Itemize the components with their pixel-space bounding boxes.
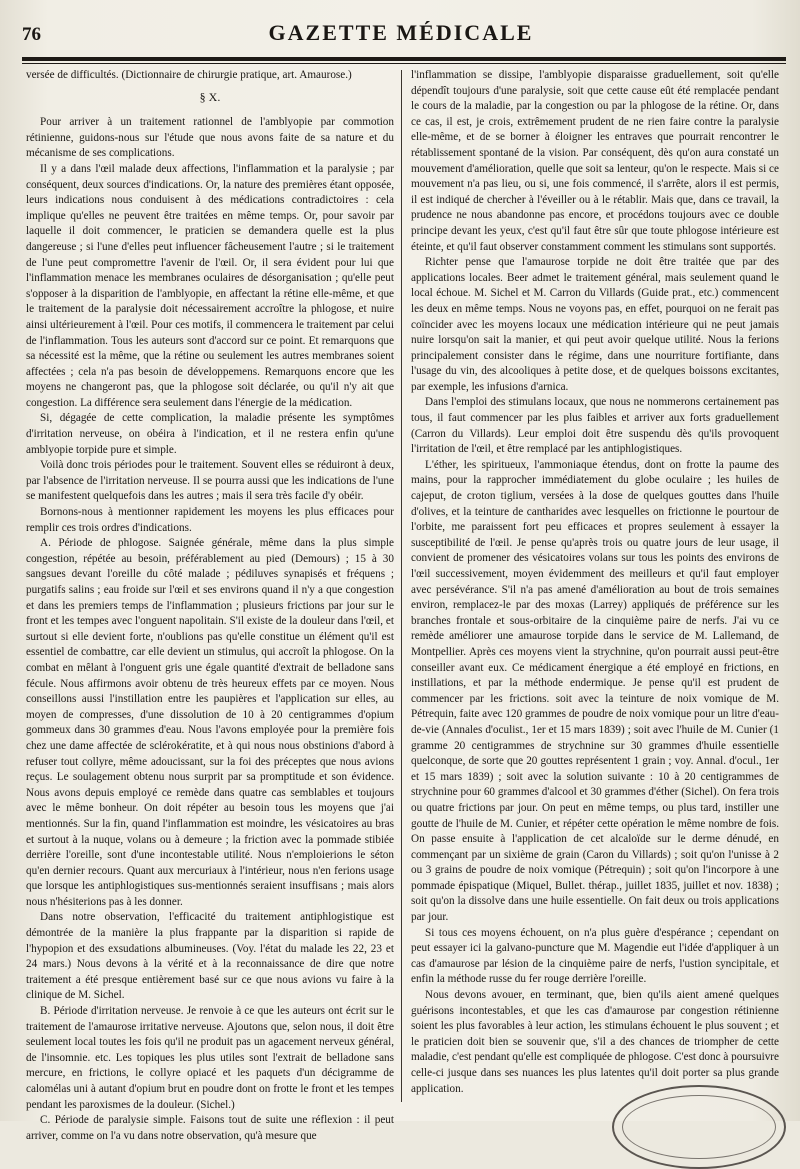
masthead-title: GAZETTE MÉDICALE <box>268 20 534 45</box>
paragraph: B. Période d'irritation nerveuse. Je renvoie à ce que les auteurs ont écrit sur le traitement de l'amaurose irritative nerveuse. Ajoutons que, selon nous, il doit être seulement local toutes les fois qu'il ne produit pas un agacement nerveux général, de l'insomnie. etc. Les topiques les plus utiles sont l'extrait de belladone sans mercure, en frictions, le collyre opiacé et les paquets d'un décigramme de calomélas uni à autant d'opium brut en poudre dont on frotte le front et les tempes pendant les paroxismes de la douleur. (Sichel.) <box>26 1005 394 1111</box>
section-heading: § X. <box>199 89 221 104</box>
paragraph: A. Période de phlogose. Saignée générale, même dans la plus simple congestion, répétée au besoin, préférablement au pied (Demours) ; 15 à 30 sangsues devant l'oreille du côté malade ; pédiluves synapisés et fréquens ; purgatifs salins ; eau froide sur l'œil et ses environs quand il n'y a que congestion et dans les premiers temps de l'inflammation ; plusieurs frictions par jour sur le front et les tempes avec l'onguent napolitain. S'il existe de la douleur dans l'œil, et surtout si elle devient forte, n'oublions pas qu'elle constitue un élément qu'il est essentiel de combattre, car elle devient un stimulus, qui accroît la phlogose. On la combat en mêlant à l'onguent gris une égale quantité d'extrait de belladone sans fécule. Nous affirmons avoir obtenu de très heureux effets par ce moyen. Nous conseillons aussi l'instillation entre les paupières et l'application sur elles, au moyen de compresses, d'une dissolution de 10 à 20 centigrammes d'opium gommeux dans 30 grammes d'eau. Nous l'avons employée pour la première fois chez une dame affectée de sclérokératite, et à qui nous nous obstinions d'abord à refuser tout collyre, même adoucissant, sur la foi des préceptes que nous avions reçus. Le soulagement obtenu nous surprit par sa promptitude et son évidence. Nous avons depuis employé ce remède dans quatre cas semblables et toujours avec le même bonheur. On doit répéter au besoin tous les moyens que j'ai mentionnés. Sur la fin, quand l'inflammation est moindre, les vésicatoires au bras et surtout à la nuque, volans ou à demeure ; la friction avec la pommade stibiée derrière l'oreille, sont d'une incontestable utilité. Nous n'emploierions le séton qu'en dernier recours. Quant aux mercuriaux à l'intérieur, nous n'en ferions usage que lorsque les antiphlogistiques sus-mentionnés seraient insuffisans ; mais alors nous n'hésiterions pas à les donner. <box>26 537 394 908</box>
paragraph: C. Période de paralysie simple. Faisons tout de suite une réflexion : il peut arriver, comme on l'a vu dans notre observation, qu'à mesure que <box>26 1114 394 1142</box>
page-header <box>18 20 784 52</box>
column-divider <box>401 70 402 1102</box>
paragraph: Dans notre observation, l'efficacité du traitement antiphlogistique est démontrée de la manière la plus frappante par la disparition si rapide de l'hypopion et des exsudations albumineuses. (Voy. l'état du malade les 22, 23 et 24 mars.) Nous devons à la vérité et à la reconnaissance de dire que notre traitement a été presque entièrement basé sur ce que nous avions vu faire à la clinique de M. Sichel. <box>26 911 394 1002</box>
page-number: 76 <box>22 24 41 45</box>
library-stamp-inner-ring <box>622 1095 776 1159</box>
paragraph: L'éther, les spiritueux, l'ammoniaque étendus, dont on frotte la paume des mains, pour la rapprocher immédiatement du globe oculaire ; les huiles de cajeput, de croton tiglium, versées à la dose de quelques gouttes dans l'huile d'olives, et la teinture de cantharides avec lesquelles on frictionne le pourtour de l'orbite, me paraissent fort peu efficaces et propres seulement à essayer la susceptibilité de l'œil. Je pense qu'après trois ou quatre jours de leur usage, il convient de promener des vésicatoires volans sur tous les points des environs de l'œil successivement, moyen évidemment des meilleurs et qu'il faut employer avec persévérance. S'il n'a pas amené d'amélioration au bout de trois semaines environ, remplacez-le par des moxas (Larrey) appliqués de préférence sur les branches frontale et sous-orbitaire de la cinquième paire de nerfs. J'ai vu ce remède améliorer une amaurose torpide dans le service de M. Lallemand, de Montpellier. Après ces moyens vient la strychnine, qu'on pourrait aussi peut-être conseiller avant eux. Ce médicament énergique a été employé en frictions, en instillations, et par la méthode endermique. Je pense qu'il est prudent de commencer par les frictions. soit avec la teinture de noix vomique de M. Pétrequin, faite avec 120 grammes de poudre de noix vomique pour un litre d'eau-de-vie (Annales d'oculist., 1er et 15 mars 1839) ; soit avec l'huile de M. Cunier (1 gramme 20 centigrammes de strychnine sur 30 grammes d'huile essentielle quelconque, de sorte que 20 gouttes représentent 1 grain ; voy. Annal. d'ocul., 1er et 15 mars 1839) ; soit avec la solution suivante : 10 à 20 centigrammes de strychnine pour 60 grammes d'alcool et 30 grammes d'éther (Sichel). On fera trois ou quatre frictions par jour. On peut en même temps, ou plus tard, instiller une goutte de l'huile de M. Cunier, et répéter cette opération le même nombre de fois. On passe ensuite à l'application de cet alcaloïde sur le derme dénudé, en commençant par un sixième de grain (Caron du Villards) ; soit qu'on l'unisse à 2 ou 3 grains de poudre de noix vomique (Pétrequin) ; soit qu'on l'incorpore à une pommade épispatique (Miquel, Bullet. thérap., juillet 1835, juillet et nov. 1838) ; soit qu'on la dissolve dans une huile essentielle. On fait deux ou trois applications par jour. <box>411 458 779 924</box>
paragraph: l'inflammation se dissipe, l'amblyopie disparaisse graduellement, soit qu'elle dépendît toujours d'une paralysie, soit que cette cause eût été remplacée pendant le cours de la maladie, par la congestion ou par la phlogose de la rétine. Or, dans ce cas, il est, je crois, extrêmement prudent de ne rien faire contre la paralysie elle-même, et de se borner à éloigner les entraves que pourrait rencontrer le rétablissement spontané de la vision. Par conséquent, dès qu'on aura constaté un mouvement d'amélioration, quelle que soit sa lenteur, qu'on le respecte. Mais si ce mouvement n'a pas lieu, ou si, une fois commencé, il s'arrête, alors il est permis, il est indiqué de chercher à l'éveiller ou à le rétablir. Mais que, dans ce travail, la prudence ne nous abandonne pas encore, et procédons toujours avec ce double principe devant les yeux, c'est qu'il faut être sûr que toute phlogose intérieure est éteinte, et qu'il faut observer constamment comment les stimulans sont supportés. <box>411 69 779 253</box>
paragraph: Si, dégagée de cette complication, la maladie présente les symptômes d'irritation nerveuse, on obéira à l'indication, et il ne restera enfin qu'une amblyopie torpide pure et simple. <box>26 412 394 456</box>
paragraph: Richter pense que l'amaurose torpide ne doit être traitée que par des applications locales. Beer admet le traitement général, mais seulement quand le local échoue. M. Sichel et M. Carron du Villards (Guide prat., etc.) commencent les deux en même temps. Nous ne voyons pas, en effet, pourquoi on ne ferait pas coïncider avec les moyens locaux une médication intérieure qui ne peut jamais nuire lorsqu'on sait la manier, et qui peut avoir quelque utilité. Nous la ferions principalement consister dans le régime, dans une nourriture fortifiante, dans l'usage du vin, des alcooliques à petite dose, et de quelques boissons excitantes, par exemple, les infusions d'arnica. <box>411 256 779 393</box>
library-stamp <box>612 1085 786 1169</box>
paragraph: Pour arriver à un traitement rationnel de l'amblyopie par commotion rétinienne, guidons-nous sur l'étude que nous avons faite de sa nature et du mécanisme de ses complications. <box>26 116 394 160</box>
right-column <box>411 68 779 1095</box>
paragraph: versée de difficultés. (Dictionnaire de chirurgie pratique, art. Amaurose.) <box>26 69 352 81</box>
header-rule-thick <box>22 57 786 61</box>
paragraph: Il y a dans l'œil malade deux affections, l'inflammation et la paralysie ; par conséquent, deux sources d'indications. Or, la nature des premières étant opposée, leurs indications nous conduisent à des médications contradictoires : cela implique qu'elles ne peuvent être traitées en même temps. Or, pour savoir par laquelle il doit commencer, le praticien se demandera quelle est la plus dangereuse ; si l'une d'elles peut influencer fâcheusement l'autre ; si le traitement de l'une peut compromettre l'avenir de l'œil. Or, il sera évident pour lui que l'inflammation menace les membranes oculaires de désorganisation ; qu'elle peut s'opposer à la disparition de l'amblyopie, en affectant la rétine elle-même, et que le traitement de la paralysie doit nécessairement accroître la phlogose, et nuire ainsi ultérieurement à l'œil. Pour ces motifs, il commencera le traitement par celui de l'inflammation. Tous les auteurs sont d'accord sur ce point. Et remarquons que sa nécessité est la même, que la rétine ou seulement les autres membranes soient affectées ; cela n'a pas besoin de développemens. Remarquons encore que les moyens ne changeront pas, que la phlogose soit déclarée, ou qu'il n'y ait que congestion. La différence sera seulement dans l'énergie de la médication. <box>26 162 394 409</box>
header-rule-thin <box>22 63 786 64</box>
paragraph: Nous devons avouer, en terminant, que, bien qu'ils aient amené quelques guérisons incontestables, et que les cas d'amaurose par congestion rétinienne soient les plus favorables à leur action, les stimulans échouent le plus souvent ; et le praticien doit bien se souvenir que, s'il a des chances de triompher de cette maladie, c'est pendant qu'elle est compliquée de phlogose. C'est donc à poursuivre celle-ci jusque dans ses nuances les plus latentes qu'il doit porter sa plus grande application. <box>411 989 779 1095</box>
paragraph: Voilà donc trois périodes pour le traitement. Souvent elles se réduiront à deux, par l'absence de l'irritation nerveuse. Il se pourra aussi que les indications de l'une se manifestent quelquefois dans les autres ; mais il sera très facile d'y obéir. <box>26 459 394 503</box>
paragraph: Bornons-nous à mentionner rapidement les moyens les plus efficaces pour remplir ces trois ordres d'indications. <box>26 506 394 534</box>
paragraph: Dans l'emploi des stimulans locaux, que nous ne nommerons certainement pas tous, il faut commencer par les plus faibles et arriver aux forts graduellement (Carron du Villards). Leur emploi doit être suspendu dès qu'ils provoquent l'irritation de l'œil, et être remplacé par les antiphlogistiques. <box>411 396 779 456</box>
left-column <box>26 68 394 1142</box>
paragraph: Si tous ces moyens échouent, on n'a plus guère d'espérance ; cependant on peut essayer ici la galvano-puncture que M. Magendie eut l'idée d'appliquer à un cas d'amaurose par lésion de la cinquième paire de nerfs, l'ustion syncipitale, et enfin la méthode russe du fer rouge derrière l'oreille. <box>411 926 779 986</box>
